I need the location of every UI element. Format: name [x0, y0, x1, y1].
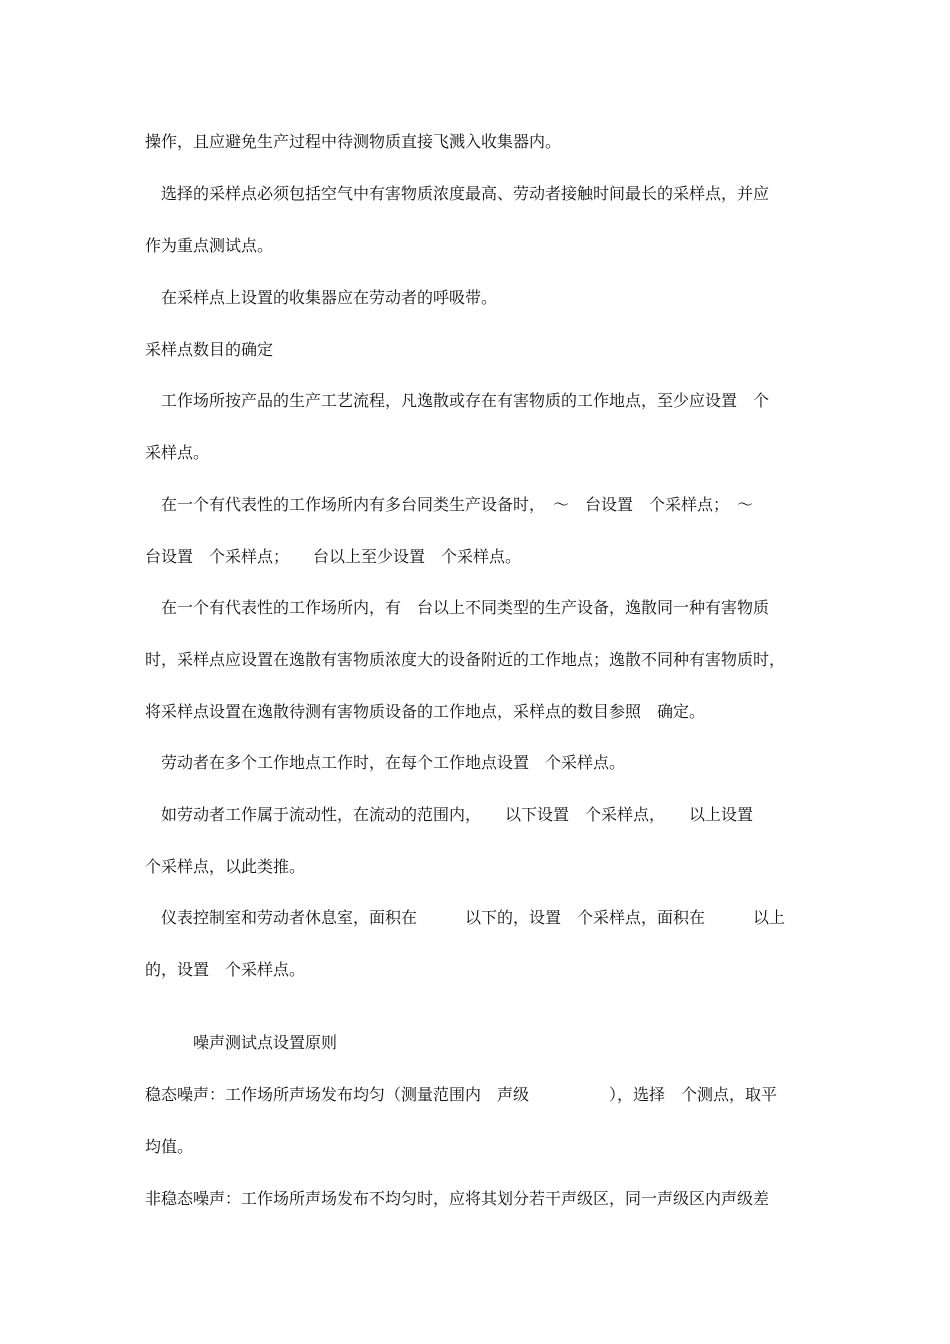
text-line: 在采样点上设置的收集器应在劳动者的呼吸带。: [161, 288, 498, 307]
text-line: 在一个有代表性的工作场所内，有 台以上不同类型的生产设备，逸散同一种有害物质: [161, 598, 770, 617]
section-heading: 采样点数目的确定: [145, 340, 274, 359]
text-line: 在一个有代表性的工作场所内有多台同类生产设备时， ～ 台设置 个采样点； ～: [161, 495, 754, 514]
text-line: 稳态噪声：工作场所声场发布均匀（测量范围内 声级 ），选择 个测点，取平: [145, 1085, 778, 1104]
text-line: 个采样点，以此类推。: [145, 857, 306, 876]
text-line: 的，设置 个采样点。: [145, 960, 306, 979]
text-line: 均值。: [145, 1137, 194, 1156]
text-line: 时，采样点应设置在逸散有害物质浓度大的设备附近的工作地点；逸散不同种有害物质时，: [145, 650, 786, 669]
text-line: 如劳动者工作属于流动性，在流动的范围内， 以下设置 个采样点， 以上设置: [161, 805, 754, 824]
text-line: 操作，且应避免生产过程中待测物质直接飞溅入收集器内。: [145, 132, 562, 151]
text-line: 仪表控制室和劳动者休息室，面积在 以下的，设置 个采样点，面积在 以上: [161, 908, 786, 927]
text-line: 非稳态噪声：工作场所声场发布不均匀时，应将其划分若干声级区，同一声级区内声级差: [145, 1189, 770, 1208]
text-line: 采样点。: [145, 443, 210, 462]
text-line: 选择的采样点必须包括空气中有害物质浓度最高、劳动者接触时间最长的采样点，并应: [161, 184, 770, 203]
section-heading: 噪声测试点设置原则: [193, 1033, 338, 1052]
text-line: 工作场所按产品的生产工艺流程，凡逸散或存在有害物质的工作地点，至少应设置 个: [161, 391, 770, 410]
text-line: 劳动者在多个工作地点工作时，在每个工作地点设置 个采样点。: [161, 753, 626, 772]
text-line: 将采样点设置在逸散待测有害物质设备的工作地点，采样点的数目参照 确定。: [145, 702, 706, 721]
text-line: 作为重点测试点。: [145, 236, 274, 255]
text-line: 台设置 个采样点； 台以上至少设置 个采样点。: [145, 547, 522, 566]
